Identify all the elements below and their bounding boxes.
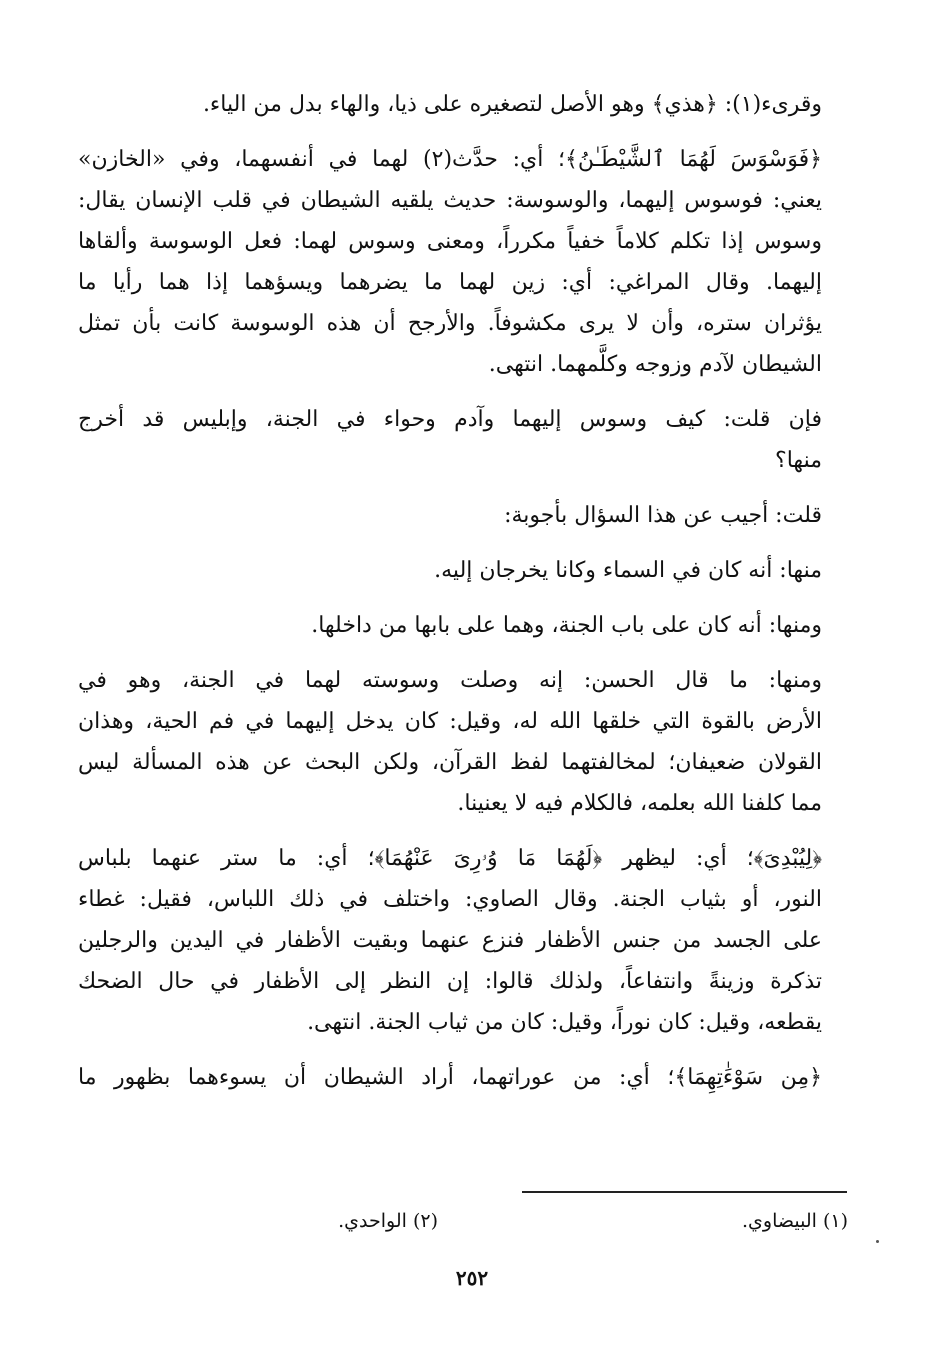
text-line: الشيطان لآدم وزوجه وكلَّمهما. انتهى.	[488, 352, 822, 377]
text-line: مما كلفنا الله بعلمه، فالكلام فيه لا يعنينا.	[457, 791, 822, 816]
text-line: الأرض بالقوة التي خلقها الله له، وقيل: كان يدخل إليهما في فم الحية، وهذان	[78, 709, 822, 734]
paragraph-9	[78, 1057, 848, 1098]
text-line: منها: أنه كان في السماء وكانا يخرجان إليه.	[434, 558, 822, 583]
footnote-divider	[522, 1191, 847, 1193]
paragraph-3	[78, 399, 848, 481]
text-line: فإن قلت: كيف وسوس إليهما وآدم وحواء في الجنة، وإبليس قد أخرج	[78, 407, 822, 432]
text-line: يعني: فوسوس إليهما، والوسوسة: حديث يلقيه الشيطان في قلب الإنسان يقال:	[78, 188, 823, 213]
text-line: إليهما. وقال المراغي: أي: زين لهما ما يضرهما ويسؤهما إذا هما رأيا ما	[78, 270, 822, 295]
scan-speck	[876, 1240, 879, 1243]
paragraph-1	[78, 84, 848, 125]
footnote-1: (١) البيضاوي.	[742, 1210, 848, 1232]
text-line: يؤثران ستره، وأن لا يرى مكشوفاً. والأرجح أن هذه الوسوسة كانت بأن تمثل	[78, 311, 822, 336]
text-line: تذكرة وزينةً وانتفاعاً، ولذلك قالوا: إن النظر إلى الأظفار في حال الضحك	[78, 969, 822, 994]
paragraph-2	[78, 139, 848, 385]
text-line: ومنها: ما قال الحسن: إنه وصلت وسوسته لهما في الجنة، وهو في	[78, 668, 822, 693]
paragraph-6	[78, 605, 848, 646]
text-line: ﴿مِن سَوْءَٰتِهِمَا﴾؛ أي: من عوراتهما، أراد الشيطان أن يسوءهما بظهور ما	[78, 1065, 822, 1090]
text-line: النور، أو بثياب الجنة. وقال الصاوي: واختلف في ذلك اللباس، فقيل: غطاء	[78, 887, 822, 912]
text-line: على الجسد من جنس الأظفار فنزع عنهما وبقيت الأظفار في اليدين والرجلين	[78, 928, 822, 953]
paragraph-5	[78, 550, 848, 591]
text-line: ومنها: أنه كان على باب الجنة، وهما على بابها من داخلها.	[311, 613, 822, 638]
footnote-2: (٢) الواحدي.	[338, 1210, 438, 1232]
paragraph-8	[78, 838, 848, 1043]
paragraph-4	[78, 495, 848, 536]
text-line: ﴿لِيُبْدِىَ﴾؛ أي: ليظهر ﴿لَهُمَا مَا وُۥرِىَ عَنْهُمَا﴾؛ أي: ما ستر عنهما بلباس	[78, 846, 822, 871]
page-body	[78, 84, 848, 1112]
text-line: القولان ضعيفان؛ لمخالفتهما لفظ القرآن، ولكن البحث عن هذه المسألة ليس	[78, 750, 822, 775]
text-line: يقطعه، وقيل: كان نوراً، وقيل: كان من ثياب الجنة. انتهى.	[307, 1010, 822, 1035]
text-line: وسوس إذا تكلم كلاماً خفياً مكرراً، ومعنى وسوس لهما: فعل الوسوسة وألقاها	[78, 229, 822, 254]
page-number: ٢٥٢	[455, 1266, 489, 1290]
text-line: وقرىء(١): ﴿هذي﴾ وهو الأصل لتصغيره على ذيا، والهاء بدل من الياء.	[202, 92, 822, 117]
footnotes	[78, 1210, 848, 1240]
paragraph-7	[78, 660, 848, 824]
text-line: ﴿فَوَسْوَسَ لَهُمَا ٱلشَّيْطَـٰنُ﴾؛ أي: حدَّث(٢) لهما في أنفسهما، وفي «الخازن»	[78, 147, 823, 172]
text-line: منها؟	[775, 448, 822, 473]
text-line: قلت: أجيب عن هذا السؤال بأجوبة:	[504, 503, 822, 528]
